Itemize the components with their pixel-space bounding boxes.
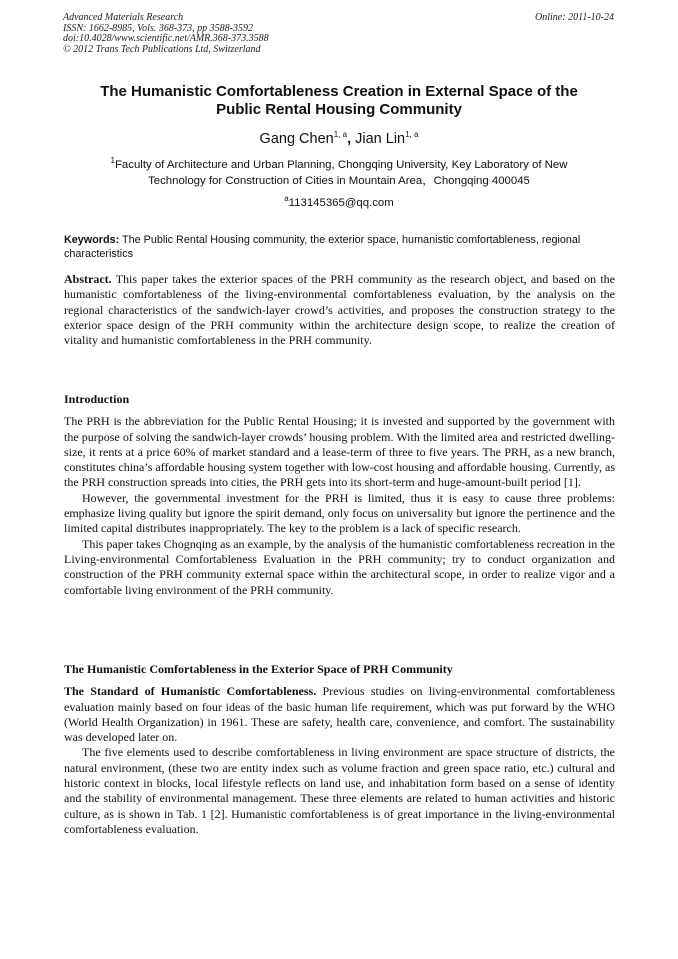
humanistic-section	[64, 662, 615, 837]
abstract-paragraph: Abstract. This paper takes the exterior spaces of the PRH community as the research object, and based on the humanistic comfortableness of the living-environmental comfortableness evaluation, by the analysis on the regional characteristics of the sandwich-layer crowd’s activities, and proposes the construction strategy to the exterior space design of the PRH community within the architecture design scope, to realize the creation of vitality and humanistic comfortableness in the PRH community.	[64, 272, 615, 348]
keywords-text: The Public Rental Housing community, the exterior space, humanistic comfortableness, regional characteristics	[64, 234, 581, 260]
paragraph: The Standard of Humanistic Comfortableness. Previous studies on living-environmental comfortableness evaluation mainly based on four ideas of the basic human life requirement, which was put forward by the WHO (World Health Organization) in 1961. These are safety, health care, convenience, and comfort. The sustainability was developed later on.	[64, 684, 616, 745]
email-mark: a	[284, 194, 289, 204]
author-name: Gang Chen	[259, 131, 334, 147]
copyright-line: © 2012 Trans Tech Publications Ltd, Switzerland	[63, 43, 261, 55]
affiliation-line-1: $^1$Faculty of Architecture and Urban Planning, Chongqing University, Key Laboratory of New	[110, 156, 568, 171]
email-address: 113145365@qq.com	[288, 197, 394, 209]
paragraph: However, the governmental investment for the PRH is limited, thus it is easy to cause three problems: emphasize living quality but ignore the spirit demand, only focus on universality but ignore the pertinence and the limited capital distributes inappropriately. The key to the problem is a lack of specific research.	[64, 490, 615, 536]
author-affiliation-mark: 1, a	[405, 130, 419, 140]
subsection-label: The Standard of Humanistic Comfortableness.	[64, 684, 317, 699]
keywords-label: Keywords:	[64, 234, 120, 246]
paper-title	[60, 83, 618, 119]
online-date: Online: 2011-10-24	[535, 12, 614, 23]
author-name: Jian Lin	[355, 131, 406, 147]
affiliation	[64, 158, 614, 189]
author-email	[64, 196, 614, 210]
author-affiliation-mark: 1, a	[333, 130, 348, 140]
introduction-section	[64, 392, 615, 598]
affiliation-line-2: Technology for Construction of Cities in Mountain Area，Chongqing 400045	[148, 174, 530, 187]
abstract-label: Abstract.	[64, 272, 112, 286]
paragraph: This paper takes Chognqing as an example, by the analysis of the humanistic comfortableness recreation in the Living-environmental Comfortableness Evaluation in the PRH community; try to conduct organization and construction of the PRH community external space within the architectural scope, in order to realize vigor and a comfortable living environment of the PRH community.	[64, 536, 615, 597]
abstract	[64, 272, 615, 348]
doi-line: doi:10.4028/www.scientific.net/AMR.368-373.3588	[63, 33, 269, 44]
keywords	[64, 233, 615, 261]
paragraph: The five elements used to describe comfortableness in living environment are space structure of districts, the natural environment, (these two are entity index such as volume fraction and green space ratio, etc.) cultural and historic context in blocks, local lifestyle reflects on land use, and inhabitation form based on a sense of identity and the stability of environmental management. These three elements are related to human activities and historic culture, as is shown in Tab. 1 [2]. Humanistic comfortableness is of great importance in the living-environmental comfortableness evaluation.	[64, 745, 615, 836]
author-separator: ,	[347, 131, 356, 147]
issn-line: ISSN: 1662-8985, Vols. 368-373, pp 3588-3592	[63, 22, 253, 34]
section-heading: Introduction	[64, 392, 130, 406]
affiliation-mark: 1	[110, 156, 115, 166]
paragraph: The PRH is the abbreviation for the Public Rental Housing; it is invested and supported by the government with the purpose of solving the sandwich-layer crowds’ housing problem. With the limited area and restricted dwelling-size, it rents at a price 60% of market standard and a lease-term of three to five years. The PRH, as a new branch, constitutes china’s affordable housing system together with low-cost housing and affordable housing. Currently, as the PRH construction spreads into cities, the PRH gets into its short-term and huge-amount-built period [1].	[64, 414, 615, 490]
title-line-1: The Humanistic Comfortableness Creation in External Space of the	[100, 83, 578, 100]
journal-header	[63, 13, 269, 55]
title-line-2: Public Rental Housing Community	[216, 101, 462, 118]
journal-name: Advanced Materials Research	[63, 12, 184, 23]
section-heading: The Humanistic Comfortableness in the Exterior Space of PRH Community	[64, 662, 453, 676]
author-list	[60, 130, 618, 148]
